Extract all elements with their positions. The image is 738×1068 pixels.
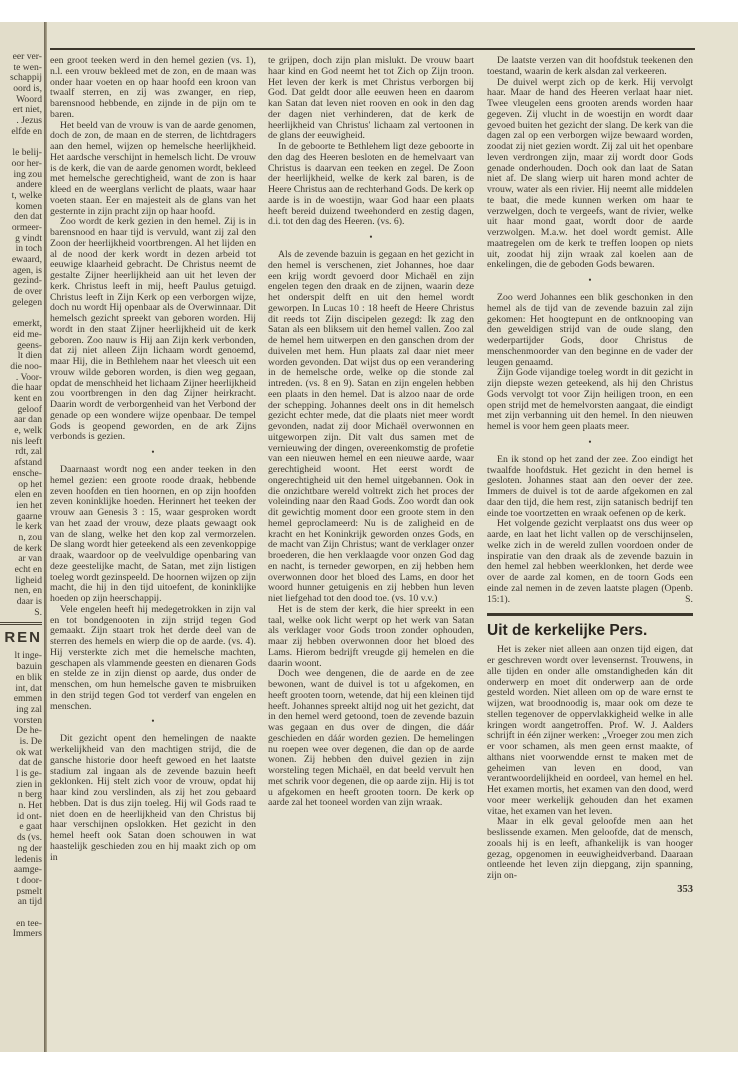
left-page-line: vorsten <box>13 714 42 726</box>
paragraph: Daarnaast wordt nog een ander teeken in den hemel gezien: een groote roode draak, hebbende zeven hoofden en tien hoornen, en op zijn hoofden zeven koninklijke hoeden. Herinnert het teeken der vrouw aan Genesis 3 : 15, waar gesproken wordt van het zaad der vrouw, deze plaats gewaagt ook van de slang, welke het den kop zal vermorzelen. De slang wordt hier geteekend als een zevenkoppige draak, waardoor op de veelvuldige openbaring van deze geestelijke macht, de Satan, met zijn listigen toeleg wordt gezinspeeld. De hoornen wijzen op zijn macht, die hij in den tijd uitoefent, de koninklijke hoeden op zijn heerschappij. <box>50 464 256 604</box>
left-page-line: de over <box>13 286 42 298</box>
left-page-line: lt dien <box>17 350 42 362</box>
left-page-line: int, dat <box>15 682 42 694</box>
left-page-line: aar dan <box>14 414 42 426</box>
left-page-line: ing zou <box>13 168 42 180</box>
left-page-line: lt inge- <box>14 650 42 662</box>
left-page-line: nen, en <box>14 585 42 597</box>
left-page-line: . Voor- <box>15 371 42 383</box>
left-page-line: gelegen <box>12 296 42 308</box>
left-page-line: is. De <box>19 735 42 747</box>
left-page-line: echt en <box>14 564 42 575</box>
left-page-line: afstand <box>14 457 42 469</box>
section-separator: • <box>588 275 592 285</box>
left-page-text <box>0 52 42 940</box>
left-page-line: schappij <box>10 72 42 84</box>
left-page-line: elfde en <box>11 125 42 137</box>
left-page-line: ar van <box>18 553 42 565</box>
column-3 <box>268 56 474 809</box>
left-page-line: ien het <box>16 499 42 511</box>
paragraph: Als de zevende bazuin is gegaan en het gezicht in den hemel is verschenen, ziet Johannes, hoe daar een krijg wordt gevoerd door Michaël en zijn engelen tegen den draak en de zijnen, waarin deze het onderspit delft en uit den hemel wordt geworpen. In Lucas 10 : 18 heeft de Heere Christus dit reeds tot Zijn discipelen gezegd: Ik zag den Satan als een bliksem uit den hemel vallen. Zoo zal de hemel hem uitwerpen en den ganschen drom der duivelen met hem. Hun plaats zal daar niet meer worden gevonden. Dat wijst dus op een verandering in de hemelsche orde, welke op die stonde zal intreden. (vs. 8 en 9). Satan en zijn engelen hebben een plaats in den hemel. Dat is alzoo naar de orde der schepping. Johannes deelt ons in dit hemelsch gezicht echter mede, dat die plaats niet meer wordt gevonden, nadat zij door Michaël overwonnen en uitgeworpen zijn. Dit valt dus samen met de vernieuwing der dingen, overeenkomstig de profetie van een nieuwen hemel en een nieuwe aarde, waar gerechtigheid woont. Het eerst wordt de ongerechtigheid uit den hemel uitgebannen. Ook in die onzichtbare wereld voltrekt zich het proces der voleinding naar den Raad Gods. Zoo wordt dan ook dit gewichtig moment door een groote stem in den hemel geproclameerd: Nu is de zaligheid en de kracht en het Koninkrijk geworden onzes Gods, en de macht van Zijn Christus; want de verklager onzer broederen, die hen verklaagde voor onzen God dag en nacht, is terneder geworpen, en zij hebben hem overwonnen door het bloed des Lams, en door het woord hunner getuigenis en zij hebben hun leven niet liefgehad tot den dood toe. (vs. 10 v.v.) <box>268 249 474 604</box>
paragraph: Het is zeker niet alleen aan onzen tijd eigen, dat er geschreven wordt over levensernst. Trouwens, in alle tijden en onder alle omstandigheden kán dit onderwerp en moet dit onderwerp aan de orde gesteld worden. Niet alleen om op de ware ernst te wijzen, wat broodnoodig is, maar ook om deze te stellen tegenover de oppervlakkigheid welke in alle kringen wordt aangetroffen. Prof. W. J. Aalders schrijft in één zijner werken: „Vroeger zou men zich er voor schamen, als men geen ernst maakte, of althans niet voorwendde ernst te maken met de geheimen van leven en dood, van verantwoordelijkheid en oordeel, van hemel en hel. Het examen mortis, het examen van den dood, werd voor meer werkelijk gehouden dan het examen vitae, het examen van het leven. <box>487 644 693 817</box>
left-page-line: die noo- <box>10 360 42 372</box>
left-page-line: bazuin <box>16 661 42 673</box>
paragraph: Zoo werd Johannes een blik geschonken in den hemel als de tijd van de zevende bazuin zal zijn gekomen: Het hoogtepunt en de ontknooping van den geweldigen strijd van de oude slang, den wederpartijder Gods, door Christus de menschenmoorder van den beginne en de vader der leugen genaamd. <box>487 292 693 368</box>
paragraph: Zoo wordt de kerk gezien in den hemel. Zij is in barensnood en haar tijd is vervuld, want zij zal den Zoon der heerlijkheid voortbrengen. Al het lijden en al de nood der kerk wordt in dezen arbeid tot eeuwige klaarheid gebracht. De Christus neemt de gestalte Zijner heerlijkheid aan uit het leven der kerk. Christus leeft in mij, heeft Paulus getuigd. Christus leeft in Zijn Kerk op een verborgen wijze, doch nu wordt Hij openbaar als de Overwinnaar. Dit hemelsch gezicht spreekt van geboren worden. Hij wordt in den staat Zijner heerlijkheid uit de kerk geboren. Zoo nauw is Hij aan Zijn kerk verbonden, dat zij niet alleen Zijn lichaam wordt genoemd, maar Hij, die in Bethlehem naar het vleesch uit een vrouw wilde geboren worden, is dien weg gegaan, opdat de menschheid het lichaam Zijner heerlijkheid zou voortbrengen in den dag Zijner heirkracht. Daarin wordt de verborgenheid van het Verbond der genade op een wondere wijze openbaar. De tempel Gods is geopend geworden, en de ark Zijns verbonds is gezien. <box>50 216 256 443</box>
left-page-line: t door- <box>16 874 42 886</box>
left-page-line: . Jezus <box>16 115 42 127</box>
column-4 <box>487 56 693 896</box>
left-page-line: le belij- <box>12 147 42 159</box>
page-fold <box>44 22 47 1052</box>
left-page-line: den dat <box>14 211 42 223</box>
paragraph: Het is de stem der kerk, die hier spreekt in een taal, welke ook licht werpt op het werk van Satan als verklager voor Gods troon zonder ophouden, maar zij hebben overwonnen door het bloed des Lams. Hierom bedrijft vreugde gij hemelen en die daarin woont. <box>268 603 474 669</box>
left-page-line: daar is <box>16 596 42 608</box>
left-page-line: elen en <box>14 489 42 501</box>
paragraph: Maar in elk geval geloofde men aan het beslissende examen. Men geloofde, dat de mensch, zooals hij is en leeft, afhankelijk is van hooger gezag, opgenomen in eeuwigheidverband. Daaraan ontleende het leven zijn diepgang, zijn spanning, zijn on- <box>487 816 693 881</box>
paragraph: En ik stond op het zand der zee. Zoo eindigt het twaalfde hoofdstuk. Het gezicht in den hemel is gesloten. Johannes staat aan den oever der zee. Immers de duivel is tot de aarde afgekomen en zal daar den tijd, die hem rest, zijn satanisch bedrijf ten einde toe voortzetten en wraak oefenen op de kerk. <box>487 453 693 519</box>
section-rule <box>487 613 693 616</box>
paragraph: te grijpen, doch zijn plan mislukt. De vrouw baart haar kind en God neemt het tot Zich op Zijn troon. Het leven der kerk is met Christus verborgen bij God. Dat geldt door alle eeuwen heen en daarom kan Satan dat leven niet rooven en ook in den dag der dagen niet verhinderen, dat de kerk de heerlijkheid van Christus' lichaam zal vertoonen in de glans der eeuwigheid. <box>268 55 474 142</box>
paragraph: De laatste verzen van dit hoofdstuk teekenen den toestand, waarin de kerk alsdan zal verkeeren. <box>487 55 693 77</box>
left-page-line: oor her- <box>11 157 42 169</box>
left-page-line: en blik <box>15 671 42 683</box>
author-signature: S. <box>685 593 693 605</box>
left-page-line: emerkt, <box>12 318 42 330</box>
left-page-line: n. Het <box>18 800 42 812</box>
left-page-line: l is ge- <box>15 768 42 779</box>
left-page-edge <box>0 22 44 1052</box>
paragraph: In de geboorte te Bethlehem ligt deze geboorte in den dag des Heeren besloten en de hemelvaart van Christus is daarvan een teeken en zegel. De Zoon der heerlijkheid, welke de kerk zal baren, is de Heere Christus aan de rechterhand Gods. De kerk op aarde is in de woestijn, waar God haar een plaats heeft bereid duizend tweehonderd en zestig dagen, d.i. tot den dag des Heeren. (vs. 6). <box>268 141 474 228</box>
left-page-line: in toch <box>15 243 42 255</box>
left-page-line: g vindt <box>15 232 42 244</box>
left-page-line: e gaat <box>19 821 42 833</box>
left-page-line: zien in <box>16 778 42 790</box>
left-page-line: id ont- <box>16 810 42 822</box>
left-page-line: emmen <box>13 693 42 705</box>
left-page-line: gezind- <box>13 275 42 287</box>
left-page-line: rdt, zal <box>15 446 42 458</box>
paragraph <box>487 519 693 605</box>
left-page-line: psmelt <box>16 885 42 897</box>
left-page-line: ormeer- <box>11 222 42 233</box>
left-page-line: ewaard, <box>11 254 42 266</box>
left-page-heading: REN <box>0 622 42 651</box>
column-2 <box>50 56 256 863</box>
left-page-line: andere <box>16 179 42 191</box>
left-page-line: ok wat <box>16 746 42 758</box>
left-page-line: geloof <box>17 403 42 415</box>
left-page-line: die haar <box>11 382 42 394</box>
left-page-line: en tee- <box>16 917 42 929</box>
left-page-line: ds (vs. <box>16 832 42 844</box>
left-page-line: geens- <box>16 339 42 351</box>
section-separator: • <box>151 447 155 457</box>
left-page-line: komen <box>15 200 42 212</box>
left-page-line: dat de <box>18 757 42 769</box>
paragraph: Dit gezicht opent den hemelingen de naakte werkelijkheid van den machtigen strijd, die de gansche historie door heeft gewoed en het laatste stadium zal ingaan als de zevende bazuin heeft geklonken. Hij stelt zich voor de vrouw, opdat hij haar kind zou verslinden, als zij het zou gebaard hebben. Dat is dus zijn toeleg. Hij wil Gods raad te niet doen en de heerlijkheid van den Christus bij haar verschijnen opslokken. Het gezicht in den hemel heeft ook Satan doen schouwen in wat haastelijk geschieden zou en hij maakt zich op om in <box>50 733 256 863</box>
paragraph: Zijn Gode vijandige toeleg wordt in dit gezicht in zijn diepste wezen geteekend, als hij den Christus Gods vervolgt tot voor Zijn heiligen troon, en een open strijd met de hemelvorsten aangaat, die eindigt met zijn verbanning uit den hemel. In den nieuwen hemel is voor hem geen plaats meer. <box>487 367 693 432</box>
left-page-line: eid me- <box>12 328 42 340</box>
left-page-line: agen, is <box>12 264 42 276</box>
page-number: 353 <box>677 883 693 895</box>
left-page-line: nis leeft <box>11 435 42 447</box>
section-separator: • <box>588 436 592 447</box>
left-page-line: ligheid <box>15 574 42 586</box>
left-page-line: Immers <box>12 928 42 940</box>
section-separator: • <box>151 716 155 727</box>
left-page-line: ledenis <box>14 853 42 865</box>
section-separator: • <box>369 232 373 242</box>
left-page-line: Woord <box>16 93 42 105</box>
left-page-line: n, zou <box>18 531 42 543</box>
left-page-line: kent en <box>14 393 42 404</box>
left-page-line: an tijd <box>17 896 42 908</box>
top-rule <box>50 48 695 50</box>
paragraph: een groot teeken werd in den hemel gezien (vs. 1), n.l. een vrouw bekleed met de zon, en de maan was onder haar voeten en op haar hoofd een kroon van twaalf sterren, en zij was zwanger, en riep, barensnood hebbende, en zijnde in de pijn om te baren. <box>50 55 256 120</box>
left-page-line: eer ver- <box>12 51 42 62</box>
left-page-line: gaarne <box>16 510 42 522</box>
left-page-line: oord is, <box>13 83 42 95</box>
section-heading: Uit de kerkelijke Pers. <box>487 622 648 640</box>
left-page-line: ert niet, <box>12 104 42 116</box>
left-page-line: ng der <box>17 842 42 854</box>
paragraph: Doch wee dengenen, die de aarde en de zee bewonen, want de duivel is tot u afgekomen, en heeft grooten toorn, wetende, dat hij een kleinen tijd heeft. Johannes spreekt altijd nog uit het gezicht, dat in den hemel werd getoond, toen de zevende bazuin was gegaan en dus over de dingen, die dáár geschieden en dáár worden gezien. De hemelingen nu roepen wee over degenen, die dan op de aarde wonen. Zij hebben den duivel gezien in zijn worsteling tegen Michaël, en dat beeld vervult hen met schrik voor degenen, die op aarde zijn. Hij is tot u afgekomen en heeft grooten toorn. De kerk op aarde zal het tooneel worden van zijn wraak. <box>268 668 474 809</box>
paragraph: Het beeld van de vrouw is van de aarde genomen, doch de zon, de maan en de sterren, de lichtdragers aan den hemel, wijzen op hemelsche heerlijkheid. Het aardsche verschijnt in hemelsch licht. De vrouw is de kerk, die van de aarde genomen wordt, bekleed met hemelsche gerechtigheid, want de zon is haar kleed en de weerglans verlicht de plaats, waar haar voeten staan. Eer en majesteit als de glans van het gesternte in zijn pracht zijn op haar hoofd. <box>50 119 256 217</box>
left-page-line: de kerk <box>13 542 42 554</box>
left-page-line: n berg <box>17 789 42 801</box>
left-page-line: le kerk <box>15 521 42 533</box>
paragraph-text: Het volgende gezicht verplaatst ons dus weer op aarde, en laat het licht vallen op de verschijnselen, welke zich in de wereld zullen voordoen onder de inspiratie van den draak als de zevende bazuin in den hemel zal hebben weerklonken, het derde wee over de aarde zal komen, en de toorn Gods een einde zal nemen in de zeven laatste plagen (Openb. 15:1). <box>487 518 693 605</box>
left-page-line: t, welke <box>11 189 42 201</box>
paragraph: De duivel werpt zich op de kerk. Hij vervolgt haar. Maar de hand des Heeren verlaat haar niet. Twee vleugelen eens grooten arends worden haar gegeven. Zij vlucht in de woestijn en wordt daar gevoed buiten het gezicht der slang. De kerk van die dagen zal op een verborgen wijze bewaard worden, zoodat zij niet gezien wordt. Zij zal uit het openbare leven verdrongen zijn, maar zij wordt door Gods genade onderhouden. Doch ook dan laat de Satan niet af. De slang wierp uit haren mond achter de vrouw, water als een rivier. Hij neemt alle middelen te baat, die mede kunnen werken om haar te verzwelgen, doch te vergeefs, want de rivier, welke uit haar mond gaat, wordt door de aarde verzwolgen. M.a.w. het doel wordt gemist. Alle maatregelen om de kerk te treffen loopen op niets uit, zoodat hij zijn wraak zal koelen aan de enkelingen, die de geboden Gods bewaren. <box>487 76 693 271</box>
left-page-line: ensche- <box>12 467 42 479</box>
left-page-line: aamge- <box>13 864 42 876</box>
left-page-line: te wen- <box>13 61 42 73</box>
left-page-line: De he- <box>16 725 42 737</box>
paragraph: Vele engelen heeft hij medegetrokken in zijn val en tot bondgenooten in zijn strijd tegen God gemaakt. Zijn staart trok het derde deel van de sterren des hemels en wierp die op de aarde. (vs. 4). Hij versterkte zich met die hemelsche machten, geschapen als vlammende geesten en dienaren Gods en stelde ze in zijn dienst op aarde, dus onder de menschen, om hun hemelsche gaven te misbruiken in den strijd tegen God tot verderf van engelen en menschen. <box>50 603 256 712</box>
left-page-line: S. <box>34 606 42 618</box>
left-page-line: e, welk <box>14 425 42 437</box>
left-page-line: op het <box>18 478 42 490</box>
left-page-line: ing zal <box>16 703 42 715</box>
